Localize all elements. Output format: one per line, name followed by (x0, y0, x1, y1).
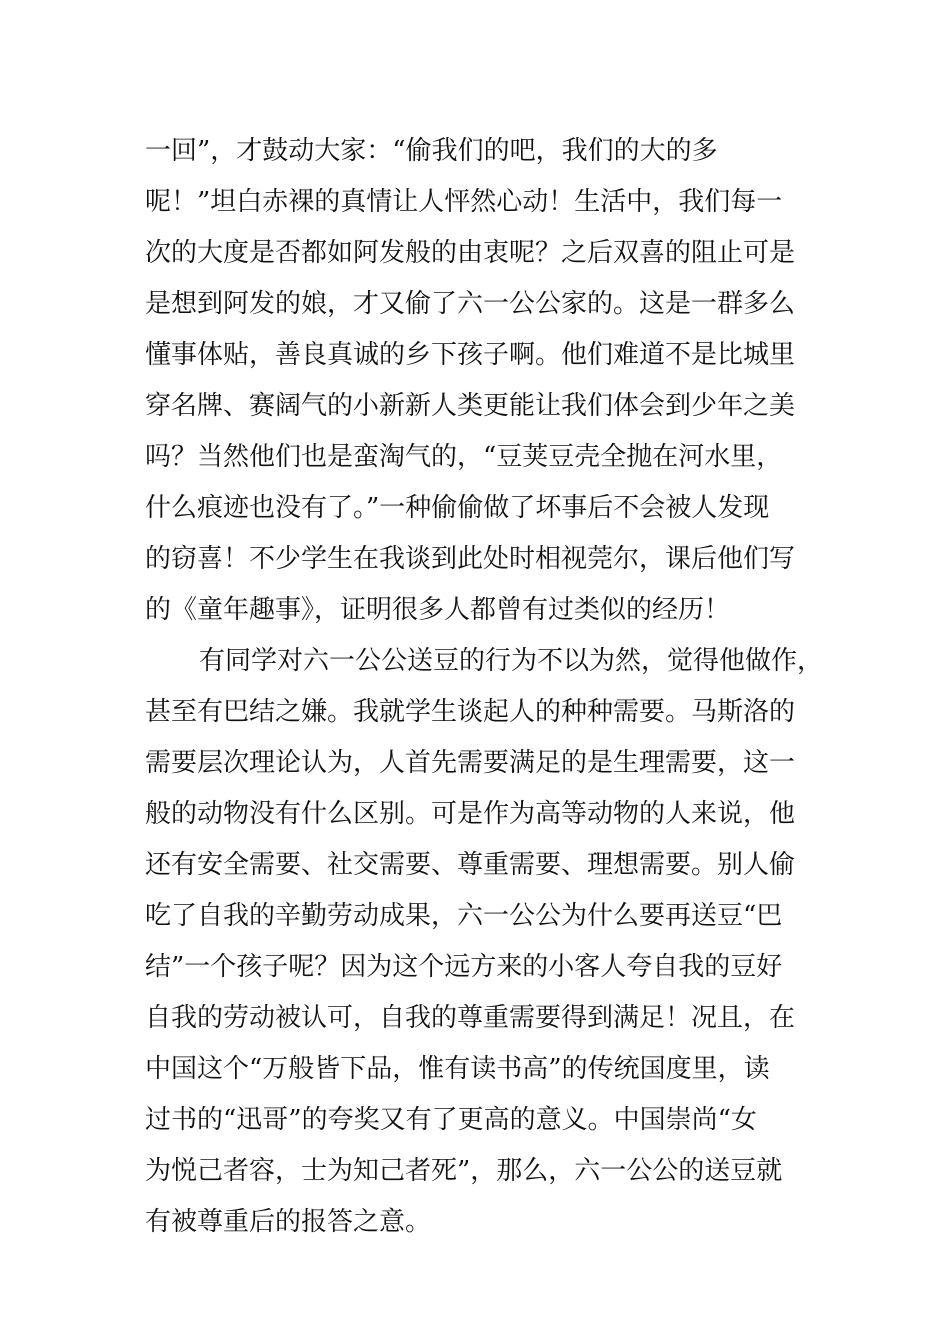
text-line: 吃了自我的辛勤劳动成果，六一公公为什么要再送豆“巴 (145, 901, 783, 931)
text-line: 是想到阿发的娘，才又偷了六一公公家的。这是一群多么 (145, 289, 796, 319)
text-line: 吗？当然他们也是蛮淘气的，“豆荚豆壳全抛在河水里， (145, 442, 783, 472)
text-line: 还有安全需要、社交需要、尊重需要、理想需要。别人偷 (145, 850, 796, 880)
text-line: 需要层次理论认为，人首先需要满足的是生理需要，这一 (145, 748, 796, 778)
text-line: 穿名牌、赛阔气的小新新人类更能让我们体会到少年之美 (145, 391, 796, 421)
body-text (145, 126, 825, 1248)
text-line: 的《童年趣事》，证明很多人都曾有过类似的经历！ (145, 595, 731, 625)
text-line: 自我的劳动被认可，自我的尊重需要得到满足！况且，在 (145, 1003, 796, 1033)
text-line: 过书的“迅哥”的夸奖又有了更高的意义。中国崇尚“女 (145, 1105, 757, 1135)
paragraph-start-line: 有同学对六一公公送豆的行为不以为然，觉得他做作， (199, 646, 824, 676)
text-line: 懂事体贴，善良真诚的乡下孩子啊。他们难道不是比城里 (145, 340, 796, 370)
text-line: 呢！”坦白赤裸的真情让人怦然心动！生活中，我们每一 (145, 187, 783, 217)
text-line: 结”一个孩子呢？因为这个远方来的小客人夸自我的豆好 (145, 952, 783, 982)
text-line: 一回”，才鼓动大家：“偷我们的吧，我们的大的多 (145, 136, 718, 166)
text-line: 般的动物没有什么区别。可是作为高等动物的人来说，他 (145, 799, 796, 829)
text-line: 什么痕迹也没有了。”一种偷偷做了坏事后不会被人发现 (145, 493, 770, 523)
text-line: 为悦己者容，士为知己者死”，那么，六一公公的送豆就 (145, 1156, 783, 1186)
text-line: 有被尊重后的报答之意。 (145, 1207, 432, 1237)
text-line: 的窃喜！不少学生在我谈到此处时相视莞尔，课后他们写 (145, 544, 796, 574)
text-line: 中国这个“万般皆下品，惟有读书高”的传统国度里，读 (145, 1054, 770, 1084)
text-line: 甚至有巴结之嫌。我就学生谈起人的种种需要。马斯洛的 (145, 697, 796, 727)
text-line: 次的大度是否都如阿发般的由衷呢？之后双喜的阻止可是 (145, 238, 796, 268)
